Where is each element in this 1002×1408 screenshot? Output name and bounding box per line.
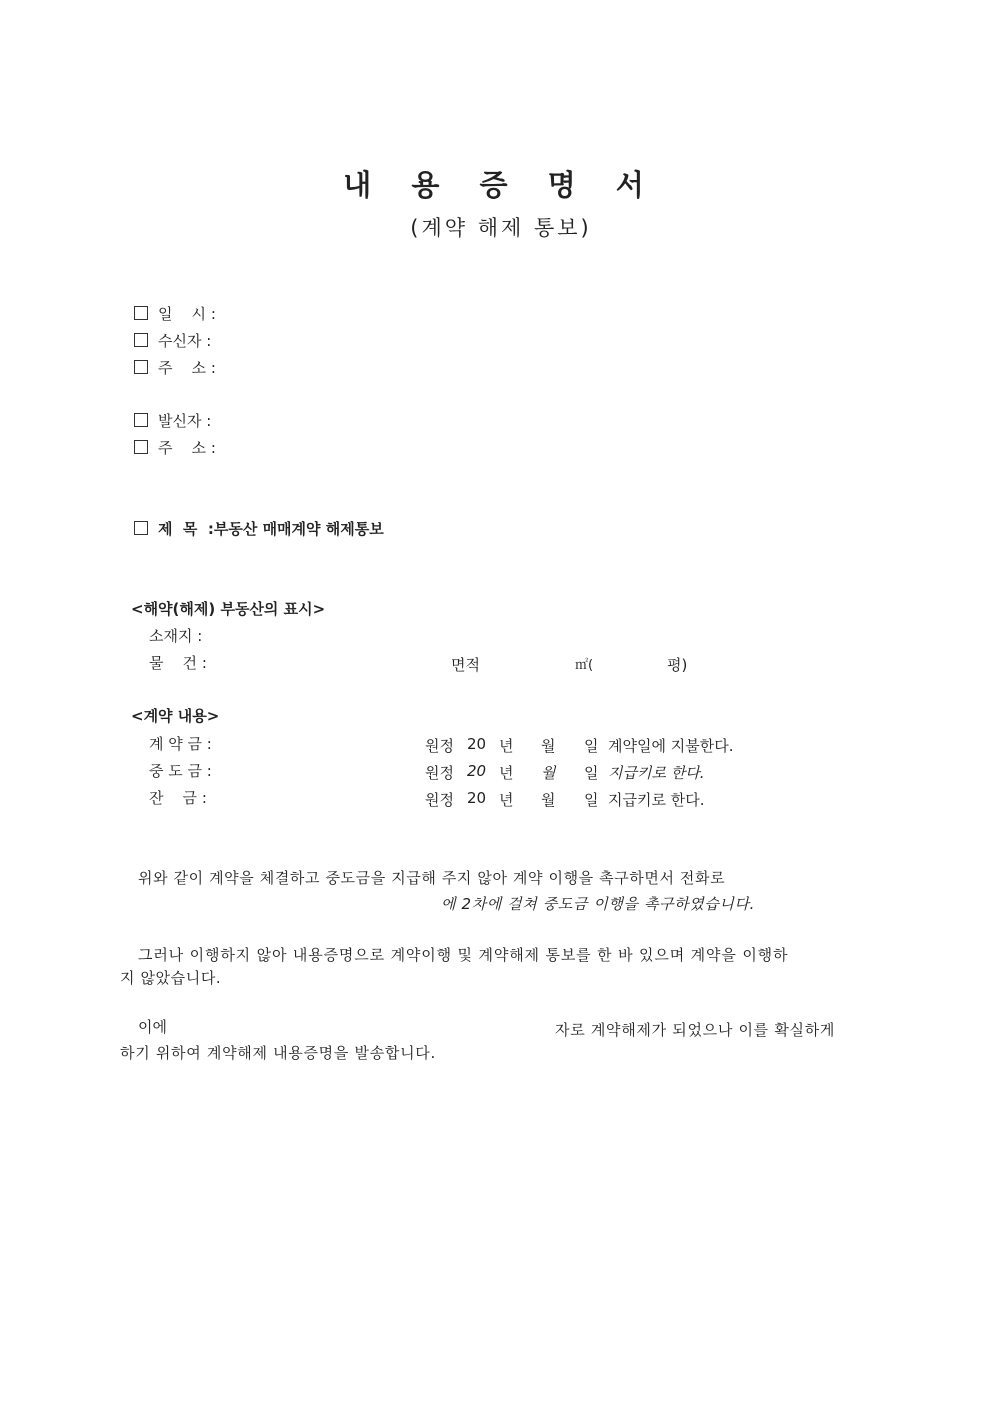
checkbox-square-icon [134, 333, 148, 347]
field-label: 주 소 : [158, 359, 216, 377]
contract-row-year: 년 [499, 737, 514, 755]
field-recipient-address [134, 357, 216, 378]
paragraph-2-line-1: 그러나 이행하지 않아 내용증명으로 계약이행 및 계약해제 통보를 한 바 있으며 계약을 이행하 [138, 946, 789, 964]
paragraph-3-line-2: 하기 위하여 계약해제 내용증명을 발송합니다. [120, 1044, 436, 1062]
contract-row-note: 지급키로 한다. [608, 764, 705, 782]
paragraph-1-line-1: 위와 같이 계약을 체결하고 중도금을 지급해 주지 않아 계약 이행을 촉구하면서 전화로 [138, 869, 726, 887]
area-label: 면적 [451, 656, 480, 674]
paragraph-3-start: 이에 [138, 1018, 167, 1036]
field-label: 일 시 : [158, 305, 216, 323]
field-sender [134, 410, 211, 431]
contract-row-day: 일 [584, 791, 599, 809]
contract-row-label: 계 약 금 : [149, 735, 212, 753]
field-recipient [134, 330, 211, 351]
field-label: 수신자 : [158, 332, 212, 350]
contract-row-month: 월 [541, 737, 556, 755]
paragraph-2-line-2: 지 않았습니다. [120, 969, 222, 987]
contract-heading: <계약 내용> [131, 707, 220, 725]
object-label: 물 건 : [149, 654, 207, 672]
subject-value: 부동산 매매계약 해제통보 [213, 520, 384, 538]
contract-row-month: 월 [541, 764, 556, 782]
contract-row-label: 중 도 금 : [149, 762, 212, 780]
field-sender-address [134, 437, 216, 458]
checkbox-square-icon [134, 440, 148, 454]
contract-row-year-prefix: 20 [467, 762, 487, 780]
subject-line [134, 518, 384, 539]
document-subtitle: (계약 해제 통보) [410, 216, 592, 240]
area-unit: ㎡( [575, 658, 594, 673]
field-datetime [134, 303, 216, 324]
location-label: 소재지 : [149, 627, 203, 645]
subject-label: 제 목 : [158, 520, 214, 538]
contract-row-day: 일 [584, 737, 599, 755]
checkbox-square-icon [134, 413, 148, 427]
contract-row-year-prefix: 20 [467, 735, 487, 753]
contract-row-month: 월 [541, 791, 556, 809]
contract-row-won: 원정 [425, 764, 454, 782]
paragraph-1-line-2: 에 2차에 걸쳐 중도금 이행을 촉구하였습니다. [441, 895, 755, 913]
field-label: 발신자 : [158, 412, 212, 430]
checkbox-square-icon [134, 521, 148, 535]
contract-row-label: 잔 금 : [149, 789, 207, 807]
contract-row-won: 원정 [425, 737, 454, 755]
contract-row-year-prefix: 20 [467, 789, 487, 807]
contract-row-year: 년 [499, 764, 514, 782]
checkbox-square-icon [134, 306, 148, 320]
contract-row-year: 년 [499, 791, 514, 809]
paragraph-3-line-1-end: 자로 계약해제가 되었으나 이를 확실하게 [555, 1021, 836, 1039]
field-label: 주 소 : [158, 439, 216, 457]
property-heading: <해약(해제) 부동산의 표시> [131, 600, 326, 618]
document-title: 내 용 증 명 서 [343, 168, 659, 202]
contract-row-note: 지급키로 한다. [608, 791, 705, 809]
contract-row-note: 계약일에 지불한다. [608, 737, 734, 755]
checkbox-square-icon [134, 360, 148, 374]
pyeong-unit: 평) [667, 656, 688, 674]
contract-row-won: 원정 [425, 791, 454, 809]
contract-row-day: 일 [584, 764, 599, 782]
